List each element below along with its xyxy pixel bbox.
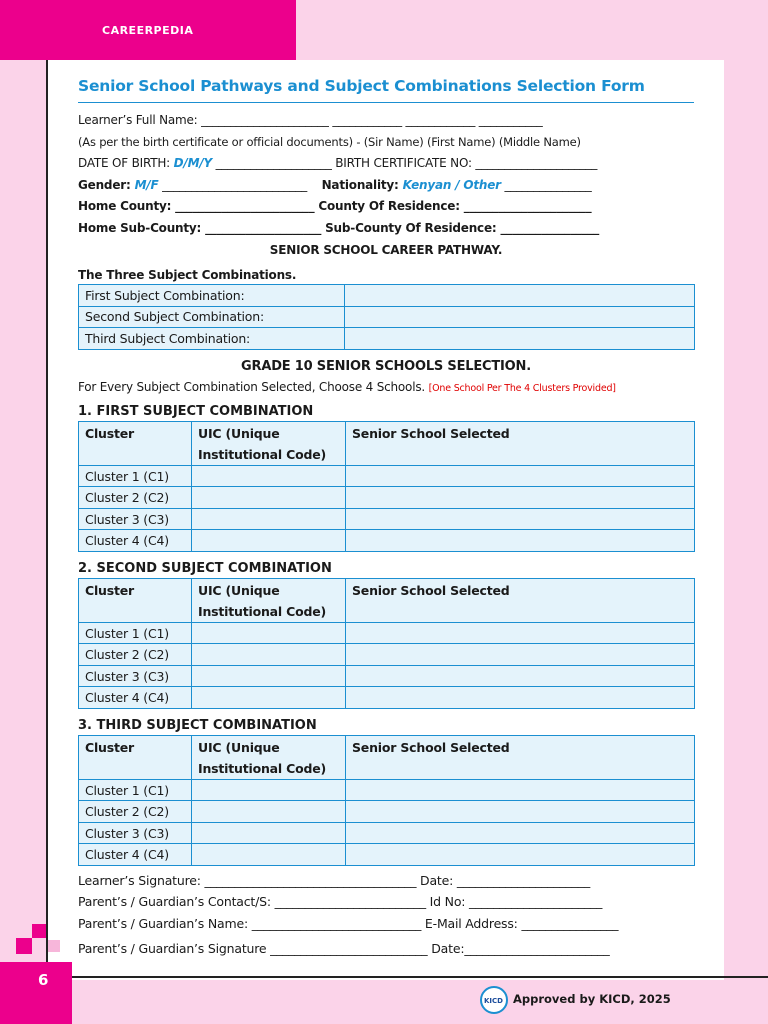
- table-row: [79, 779, 695, 801]
- cluster-label: Cluster 1 (C1): [79, 465, 192, 487]
- school-input[interactable]: [346, 822, 695, 844]
- school-input[interactable]: [346, 779, 695, 801]
- nationality-label: Nationality:: [321, 177, 403, 192]
- career-pathway-heading: SENIOR SCHOOL CAREER PATHWAY.: [269, 242, 503, 257]
- guardian-name-field[interactable]: Parent’s / Guardian’s Name: ____________________________ E-Mail Address: ________________: [78, 915, 619, 931]
- cluster-label: Cluster 2 (C2): [79, 487, 192, 509]
- section-heading: 2. SECOND SUBJECT COMBINATION: [78, 560, 332, 576]
- combination-input[interactable]: [345, 306, 695, 328]
- col-header-cluster: Cluster: [79, 421, 192, 465]
- cluster-label: Cluster 4 (C4): [79, 687, 192, 709]
- table-row: [79, 665, 695, 687]
- table-header-row: [79, 421, 695, 465]
- school-input[interactable]: [346, 844, 695, 866]
- school-selection-table: [78, 735, 695, 866]
- table-row: [79, 306, 695, 328]
- table-row: [79, 822, 695, 844]
- col-header-uic: UIC (Unique Institutional Code): [192, 735, 346, 779]
- cluster-label: Cluster 4 (C4): [79, 844, 192, 866]
- selection-heading: GRADE 10 SENIOR SCHOOLS SELECTION.: [241, 358, 531, 374]
- bottom-border-rule: [46, 976, 768, 978]
- combination-label: First Subject Combination:: [79, 285, 345, 307]
- combination-label: Third Subject Combination:: [79, 328, 345, 350]
- table-row: [79, 687, 695, 709]
- instruction-note: [One School Per The 4 Clusters Provided]: [428, 383, 616, 395]
- table-row: [79, 844, 695, 866]
- approved-text: Approved by KICD, 2025: [513, 992, 671, 1006]
- table-row: [79, 644, 695, 666]
- combination-label: Second Subject Combination:: [79, 306, 345, 328]
- school-input[interactable]: [346, 687, 695, 709]
- table-row: [79, 622, 695, 644]
- school-input[interactable]: [346, 465, 695, 487]
- uic-input[interactable]: [192, 487, 346, 509]
- subcounty-field[interactable]: Home Sub-County: ____________________ Sub-County Of Residence: _________________: [78, 220, 600, 235]
- cluster-label: Cluster 3 (C3): [79, 665, 192, 687]
- uic-input[interactable]: [192, 779, 346, 801]
- combinations-heading: The Three Subject Combinations.: [78, 268, 297, 283]
- dob-rest: ____________________ BIRTH CERTIFICATE NO: _____________________: [212, 156, 598, 171]
- col-header-school: Senior School Selected: [346, 578, 695, 622]
- section-heading: 3. THIRD SUBJECT COMBINATION: [78, 717, 317, 733]
- instruction-text: For Every Subject Combination Selected, Choose 4 Schools.: [78, 380, 425, 395]
- uic-input[interactable]: [192, 844, 346, 866]
- uic-input[interactable]: [192, 465, 346, 487]
- page-title: Senior School Pathways and Subject Combinations Selection Form: [78, 70, 694, 103]
- table-row: [79, 285, 695, 307]
- nationality-rest: _______________: [500, 177, 592, 192]
- uic-input[interactable]: [192, 644, 346, 666]
- uic-input[interactable]: [192, 665, 346, 687]
- learner-signature-field[interactable]: Learner’s Signature: ___________________________________ Date: ______________________: [78, 872, 590, 888]
- col-header-uic: UIC (Unique Institutional Code): [192, 578, 346, 622]
- school-input[interactable]: [346, 644, 695, 666]
- decor-square: [16, 938, 32, 954]
- table-row: [79, 508, 695, 530]
- gender-options: M/F: [134, 177, 159, 192]
- county-field[interactable]: Home County: ________________________ County Of Residence: ______________________: [78, 199, 592, 214]
- cluster-label: Cluster 1 (C1): [79, 622, 192, 644]
- full-name-field[interactable]: Learner’s Full Name: ______________________ ____________ ____________ ___________: [78, 113, 543, 127]
- table-row: [79, 465, 695, 487]
- combination-input[interactable]: [345, 328, 695, 350]
- cluster-label: Cluster 4 (C4): [79, 530, 192, 552]
- school-input[interactable]: [346, 622, 695, 644]
- gender-label: Gender:: [78, 177, 135, 192]
- school-input[interactable]: [346, 487, 695, 509]
- uic-input[interactable]: [192, 687, 346, 709]
- footer-approval: [480, 986, 700, 1014]
- col-header-cluster: Cluster: [79, 578, 192, 622]
- dob-field[interactable]: [78, 153, 694, 175]
- col-header-cluster: Cluster: [79, 735, 192, 779]
- school-input[interactable]: [346, 508, 695, 530]
- gender-rest: _________________________: [158, 177, 308, 192]
- page-number-box: [0, 962, 72, 1024]
- page-number: 6: [38, 971, 49, 989]
- cluster-label: Cluster 2 (C2): [79, 644, 192, 666]
- section-heading: 1. FIRST SUBJECT COMBINATION: [78, 403, 314, 419]
- col-header-school: Senior School Selected: [346, 735, 695, 779]
- kicd-logo-icon: [480, 986, 508, 1014]
- col-header-school: Senior School Selected: [346, 421, 695, 465]
- decor-square: [32, 924, 46, 938]
- nationality-options: Kenyan / Other: [402, 177, 501, 192]
- table-row: [79, 487, 695, 509]
- left-border-rule: [46, 60, 48, 990]
- uic-input[interactable]: [192, 530, 346, 552]
- school-selection-table: [78, 421, 695, 552]
- uic-input[interactable]: [192, 801, 346, 823]
- kicd-logo-text: KICD: [484, 997, 503, 1005]
- brand-tab: [0, 0, 296, 60]
- cluster-label: Cluster 2 (C2): [79, 801, 192, 823]
- cluster-label: Cluster 1 (C1): [79, 779, 192, 801]
- cluster-label: Cluster 3 (C3): [79, 822, 192, 844]
- name-note: (As per the birth certificate or official documents) - (Sir Name) (First Name) (Middle Name): [78, 134, 581, 149]
- dob-format: D/M/Y: [173, 156, 213, 171]
- form-content: [78, 70, 694, 960]
- guardian-signature-field[interactable]: Parent’s / Guardian’s Signature __________________________ Date:________________________: [78, 941, 610, 957]
- table-header-row: [79, 578, 695, 622]
- cluster-label: Cluster 3 (C3): [79, 508, 192, 530]
- table-row: [79, 328, 695, 350]
- combination-input[interactable]: [345, 285, 695, 307]
- school-input[interactable]: [346, 665, 695, 687]
- selection-instruction: [78, 377, 694, 400]
- uic-input[interactable]: [192, 622, 346, 644]
- decor-square: [48, 940, 60, 952]
- uic-input[interactable]: [192, 822, 346, 844]
- gender-nationality-field[interactable]: [78, 175, 694, 197]
- table-row: [79, 801, 695, 823]
- school-input[interactable]: [346, 530, 695, 552]
- guardian-contact-field[interactable]: Parent’s / Guardian’s Contact/S: _________________________ Id No: ______________________: [78, 894, 603, 910]
- school-selection-table: [78, 578, 695, 709]
- table-row: [79, 530, 695, 552]
- uic-input[interactable]: [192, 508, 346, 530]
- dob-label: DATE OF BIRTH:: [78, 156, 174, 171]
- school-input[interactable]: [346, 801, 695, 823]
- combinations-table: [78, 284, 695, 350]
- brand-name: CAREERPEDIA: [102, 24, 194, 37]
- col-header-uic: UIC (Unique Institutional Code): [192, 421, 346, 465]
- table-header-row: [79, 735, 695, 779]
